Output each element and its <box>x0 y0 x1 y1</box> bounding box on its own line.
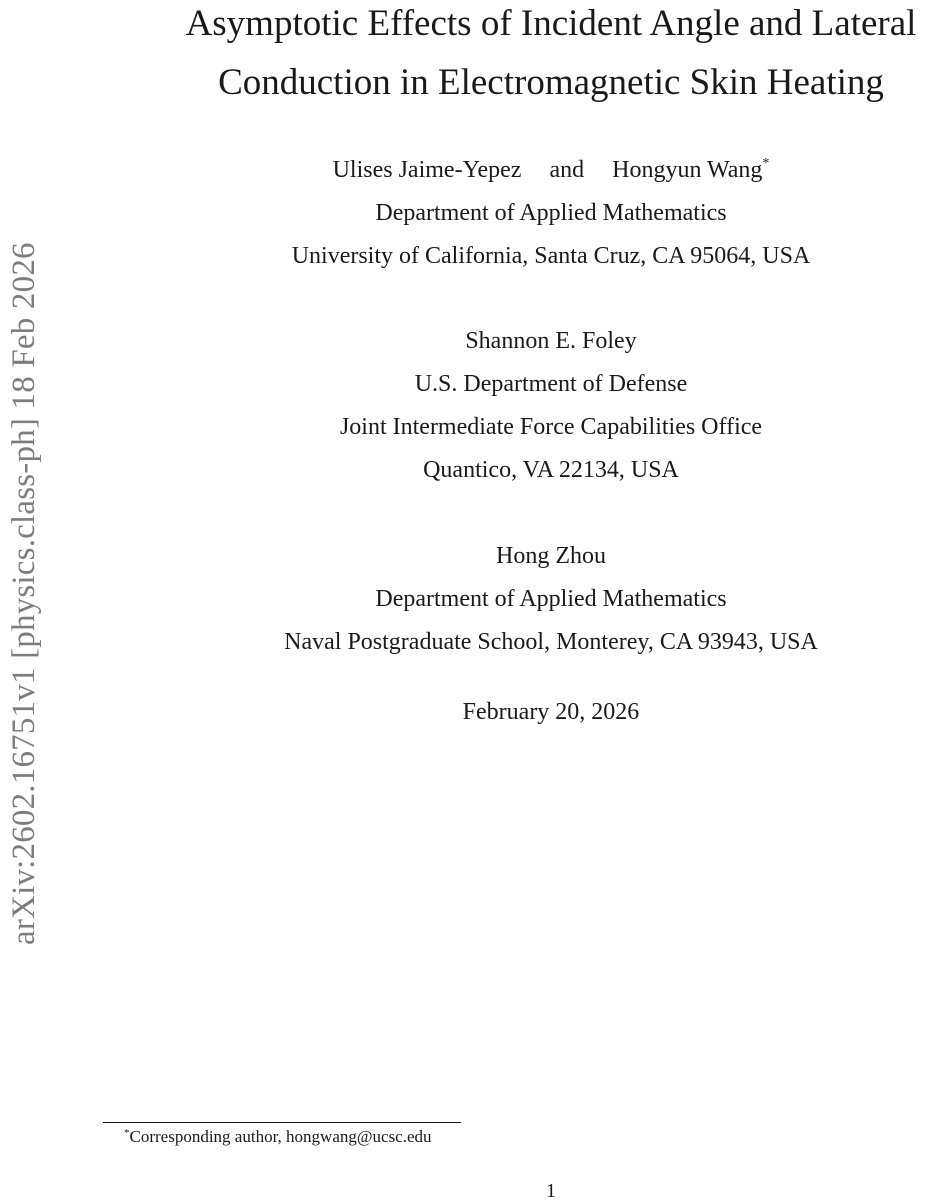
title-line-2: Conduction in Electromagnetic Skin Heating <box>218 62 884 103</box>
affiliation-department: Department of Applied Mathematics <box>375 200 727 226</box>
footnote-mark: * <box>124 1127 130 1139</box>
author-name-jaime-yepez: Ulises Jaime-Yepez <box>332 157 522 183</box>
affiliation-dod: U.S. Department of Defense <box>414 371 688 397</box>
affiliation-location: Quantico, VA 22134, USA <box>423 457 679 483</box>
affiliation-university: University of California, Santa Cruz, CA 95064, USA <box>291 243 811 269</box>
author-name-wang: Hongyun Wang <box>612 157 763 183</box>
affiliation-office: Joint Intermediate Force Capabilities Office <box>339 414 763 440</box>
footnote <box>124 1125 432 1149</box>
paper-title <box>150 0 942 112</box>
title-line-1: Asymptotic Effects of Incident Angle and Lateral <box>185 3 917 44</box>
affiliation-school: Naval Postgraduate School, Monterey, CA 93943, USA <box>284 629 818 655</box>
publication-date: February 20, 2026 <box>462 699 640 725</box>
footnote-rule <box>103 1122 461 1123</box>
corresponding-author-mark: * <box>762 156 770 171</box>
page-number: 1 <box>546 1180 556 1202</box>
author-name-zhou: Hong Zhou <box>496 543 606 569</box>
author-block-foley <box>120 320 942 492</box>
arxiv-identifier-stamp: arXiv:2602.16751v1 [physics.class-ph] 18 Feb 2026 <box>6 242 42 945</box>
author-block-1 <box>120 149 942 278</box>
author-name-foley: Shannon E. Foley <box>465 328 637 354</box>
author-block-zhou <box>120 535 942 664</box>
author-names <box>120 149 942 192</box>
footnote-text: Corresponding author, hongwang@ucsc.edu <box>129 1127 432 1146</box>
affiliation-department-nps: Department of Applied Mathematics <box>375 586 727 612</box>
author-conjunction: and <box>549 157 585 183</box>
